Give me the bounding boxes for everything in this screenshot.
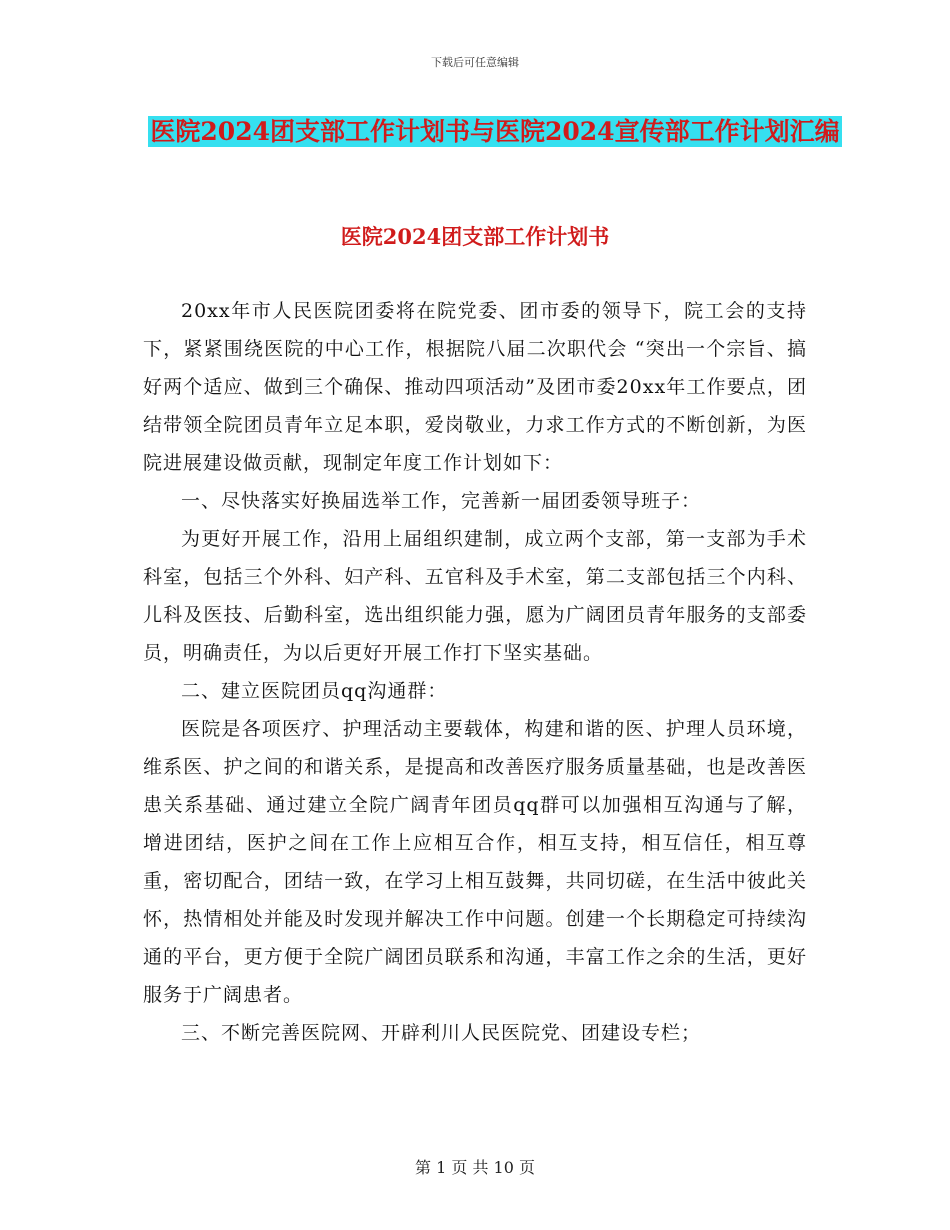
paragraph: 一、尽快落实好换届选举工作，完善新一届团委领导班子： <box>181 490 702 512</box>
paragraph: 为更好开展工作，沿用上届组织建制，成立两个支部，第一支部为手术科室，包括三个外科、妇产科、五官科及手术室，第二支部包括三个内科、儿科及医技、后勤科室，选出组织能力强，愿为广阔团员青年服务的支部委员，明确责任，为以后更好开展工作打下坚实基础。 <box>143 528 807 664</box>
page-footer: 第 1 页 共 10 页 <box>415 1158 535 1177</box>
document-body <box>143 292 807 1052</box>
paragraph: 二、建立医院团员qq沟通群： <box>181 680 448 702</box>
header-note: 下载后可任意编辑 <box>431 56 519 69</box>
document-title-text: 医院2024团支部工作计划书与医院2024宣传部工作计划汇编 <box>150 117 840 146</box>
paragraph: 医院是各项医疗、护理活动主要载体，构建和谐的医、护理人员环境，维系医、护之间的和谐关系，是提高和改善医疗服务质量基础，也是改善医患关系基础、通过建立全院广阔青年团员qq群可以加强相互沟通与了解，增进团结，医护之间在工作上应相互合作，相互支持，相互信任，相互尊重，密切配合，团结一致，在学习上相互鼓舞，共同切磋，在生活中彼此关怀，热情相处并能及时发现并解决工作中问题。创建一个长期稳定可持续沟通的平台，更方便于全院广阔团员联系和沟通，丰富工作之余的生活，更好服务于广阔患者。 <box>143 718 807 1006</box>
section-title: 医院2024团支部工作计划书 <box>340 224 610 249</box>
document-title <box>130 110 860 154</box>
paragraph: 三、不断完善医院网、开辟利川人民医院党、团建设专栏； <box>181 1022 702 1044</box>
paragraph: 20xx年市人民医院团委将在院党委、团市委的领导下，院工会的支持下，紧紧围绕医院的中心工作，根据院八届二次职代会 “突出一个宗旨、搞好两个适应、做到三个确保、推动四项活动”及团市委20xx年工作要点，团结带领全院团员青年立足本职，爱岗敬业，力求工作方式的不断创新，为医院进展建设做贡献，现制定年度工作计划如下： <box>143 300 807 474</box>
